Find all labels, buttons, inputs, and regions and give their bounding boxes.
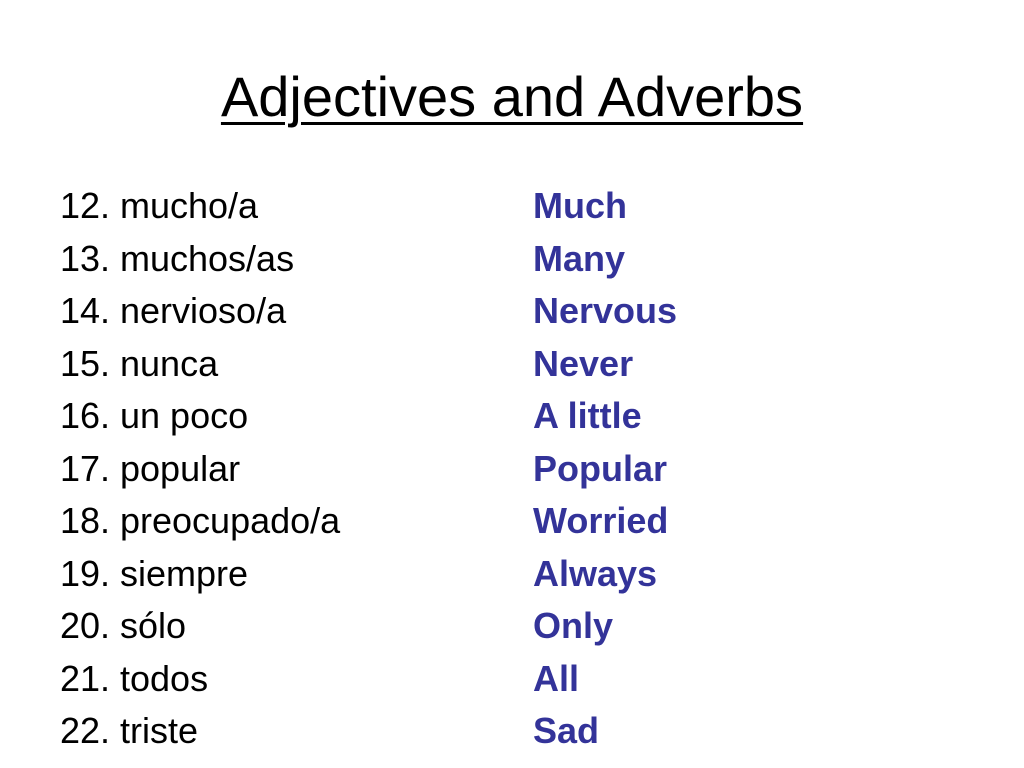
spanish-word: preocupado/a <box>120 500 341 541</box>
english-translation: Worried <box>533 500 669 541</box>
item-number: 14. <box>60 290 111 331</box>
vocab-item <box>60 600 1000 653</box>
item-number: 22. <box>60 710 111 751</box>
item-number: 12. <box>60 185 111 226</box>
vocab-item <box>60 233 1000 286</box>
english-translation: A little <box>533 395 642 436</box>
vocab-item <box>60 705 1000 758</box>
spanish-word: nunca <box>120 342 219 384</box>
vocab-item <box>60 548 1000 601</box>
item-number: 16. <box>60 395 111 436</box>
vocab-list <box>60 180 1000 758</box>
item-number: 21. <box>60 657 111 699</box>
vocab-item <box>60 495 1000 548</box>
spanish-word: todos <box>120 657 209 699</box>
english-translation: Much <box>533 185 627 226</box>
slide-title-text: Adjectives and Adverbs <box>220 65 804 128</box>
english-translation: Always <box>533 552 658 594</box>
english-translation: Sad <box>533 710 600 751</box>
vocab-item <box>60 285 1000 338</box>
spanish-word: siempre <box>120 552 249 594</box>
spanish-word: muchos/as <box>120 237 295 279</box>
vocab-item <box>60 390 1000 443</box>
english-translation: Many <box>533 237 626 279</box>
spanish-word: nervioso/a <box>120 290 287 331</box>
english-translation: All <box>533 657 580 699</box>
vocab-item <box>60 443 1000 496</box>
item-number: 19. <box>60 552 111 594</box>
vocab-item <box>60 180 1000 233</box>
item-number: 18. <box>60 500 111 541</box>
slide-title <box>0 62 1024 132</box>
vocab-item <box>60 653 1000 706</box>
spanish-word: triste <box>120 710 199 751</box>
english-translation: Nervous <box>533 290 678 331</box>
spanish-word: sólo <box>120 605 187 646</box>
item-number: 17. <box>60 447 111 489</box>
spanish-word: mucho/a <box>120 185 259 226</box>
english-translation: Only <box>533 605 614 646</box>
english-translation: Popular <box>533 447 668 489</box>
item-number: 13. <box>60 237 111 279</box>
english-translation: Never <box>533 342 634 384</box>
item-number: 20. <box>60 605 111 646</box>
spanish-word: popular <box>120 447 241 489</box>
spanish-word: un poco <box>120 395 249 436</box>
vocab-item <box>60 338 1000 391</box>
item-number: 15. <box>60 342 111 384</box>
